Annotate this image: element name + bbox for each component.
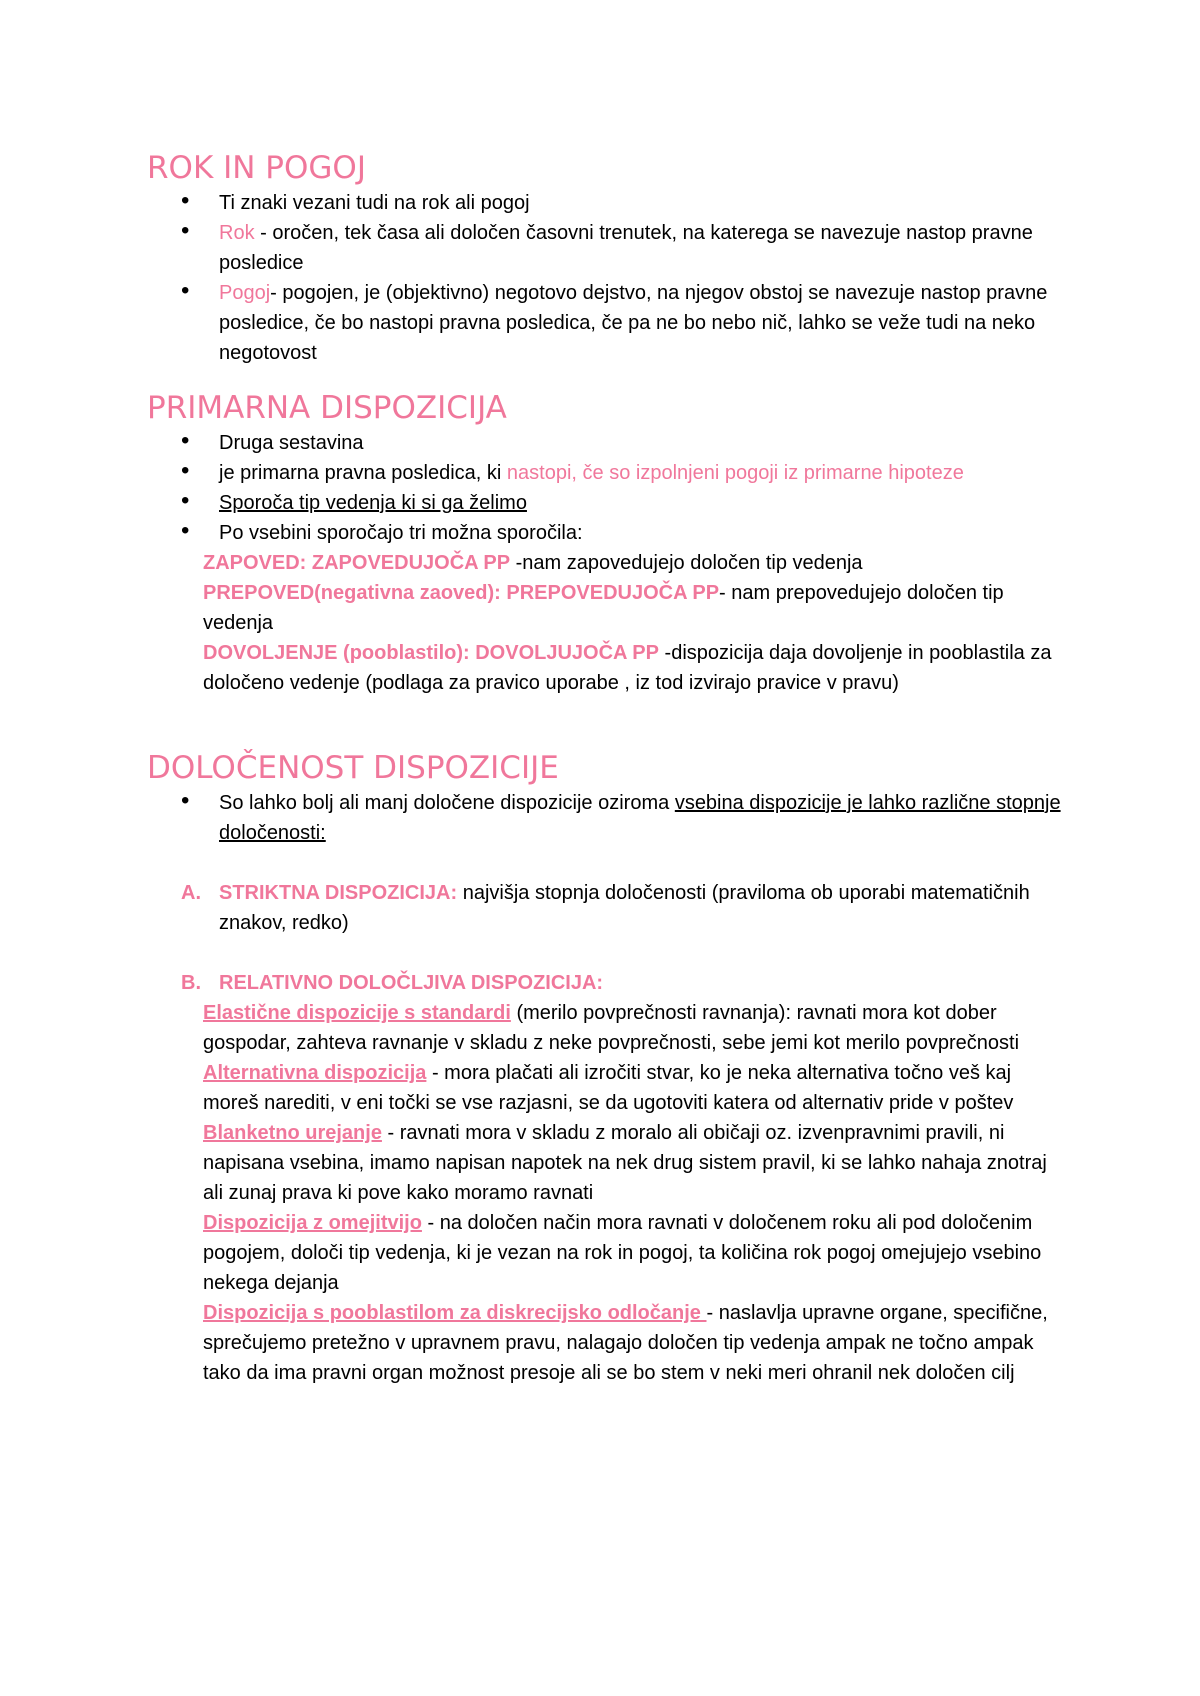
list-item-b: B. RELATIVNO DOLOČLJIVA DISPOZICIJA: <box>147 968 1067 998</box>
pooblastilom-paragraph: Dispozicija s pooblastilom za diskrecijsko odločanje - naslavlja upravne organe, specifične, sprečujemo pretežno v upravnem pravu, nalagajo določen tip vedenja ampak ne točno ampak tako da ima pravni organ možnost presoje ali se bo stem v neki meri ohranil nek določen cilj <box>203 1302 1048 1384</box>
list-item: • Ti znaki vezani tudi na rok ali pogoj <box>147 188 1067 218</box>
list-item: • je primarna pravna posledica, ki nastopi, če so izpolnjeni pogoji iz primarne hipoteze <box>147 458 1067 488</box>
list-item: • Pogoj- pogojen, je (objektivno) negotovo dejstvo, na njegov obstoj se navezuje nastop pravne posledice, če bo nastopi pravna posledica, če pa ne bo nebo nič, lahko se veže tudi na neko negotovost <box>147 278 1067 368</box>
prepoved-paragraph: PREPOVED(negativna zaoved): PREPOVEDUJOČA PP- nam prepovedujejo določen tip vedenja <box>203 582 1004 634</box>
list-item: • So lahko bolj ali manj določene dispozicije oziroma vsebina dispozicije je lahko različne stopnje določenosti: <box>147 788 1067 848</box>
dovoljenje-paragraph: DOVOLJENJE (pooblastilo): DOVOLJUJOČA PP -dispozicija daja dovoljenje in pooblastila za določeno vedenje (podlaga za pravico uporabe , iz tod izvirajo pravice v pravu) <box>203 642 1052 694</box>
heading-rok-in-pogoj: ROK IN POGOJ <box>147 150 366 186</box>
heading-primarna-dispozicija: PRIMARNA DISPOZICIJA <box>147 390 507 426</box>
term-rok: Rok <box>219 222 255 244</box>
list-label-b: B. <box>181 972 201 994</box>
dolocenost-bullet-list <box>147 788 1067 848</box>
document-content <box>147 148 1067 1388</box>
primarna-bullet-list <box>147 428 1067 548</box>
list-item: • Sporoča tip vedenja ki si ga želimo <box>147 488 1067 518</box>
list-item: • Rok - oročen, tek časa ali določen časovni trenutek, na katerega se navezuje nastop pravne posledice <box>147 218 1067 278</box>
elasticne-paragraph: Elastične dispozicije s standardi (merilo povprečnosti ravnanja): ravnati mora kot dober gospodar, zahteva ravnanje v skladu z neke povprečnosti, sebe jemi kot merilo povprečnosti <box>203 1002 1020 1054</box>
alternativna-paragraph: Alternativna dispozicija - mora plačati ali izročiti stvar, ko je neka alternativa točno veš kaj moreš narediti, v eni točki se vse razjasni, se da ugotoviti katera od alternativ pride v poštev <box>203 1062 1014 1114</box>
blanketno-paragraph: Blanketno urejanje - ravnati mora v skladu z moralo ali običaji oz. izvenpravnimi pravili, ni napisana vsebina, imamo napisan napotek na nek drug sistem pravil, ki se lahko nahaja znotraj ali zunaj prava ki pove kako moramo ravnati <box>203 1122 1047 1204</box>
list-item-a: A. STRIKTNA DISPOZICIJA: najvišja stopnja določenosti (praviloma ob uporabi matematičnih znakov, redko) <box>147 878 1067 938</box>
list-item: • Druga sestavina <box>147 428 1067 458</box>
term-pogoj: Pogoj <box>219 282 271 304</box>
list-item: • Po vsebini sporočajo tri možna sporočila: <box>147 518 1067 548</box>
zapoved-paragraph: ZAPOVED: ZAPOVEDUJOČA PP -nam zapovedujejo določen tip vedenja <box>203 552 863 574</box>
omejitvijo-paragraph: Dispozicija z omejitvijo - na določen način mora ravnati v določenem roku ali pod določenim pogojem, določi tip vedenja, ki je vezan na rok in pogoj, ta količina rok pogoj omejujejo vsebino nekega dejanja <box>203 1212 1042 1294</box>
heading-dolocenost-dispozicije: DOLOČENOST DISPOZICIJE <box>147 750 559 786</box>
list-label-a: A. <box>181 882 201 904</box>
rok-bullet-list <box>147 188 1067 368</box>
